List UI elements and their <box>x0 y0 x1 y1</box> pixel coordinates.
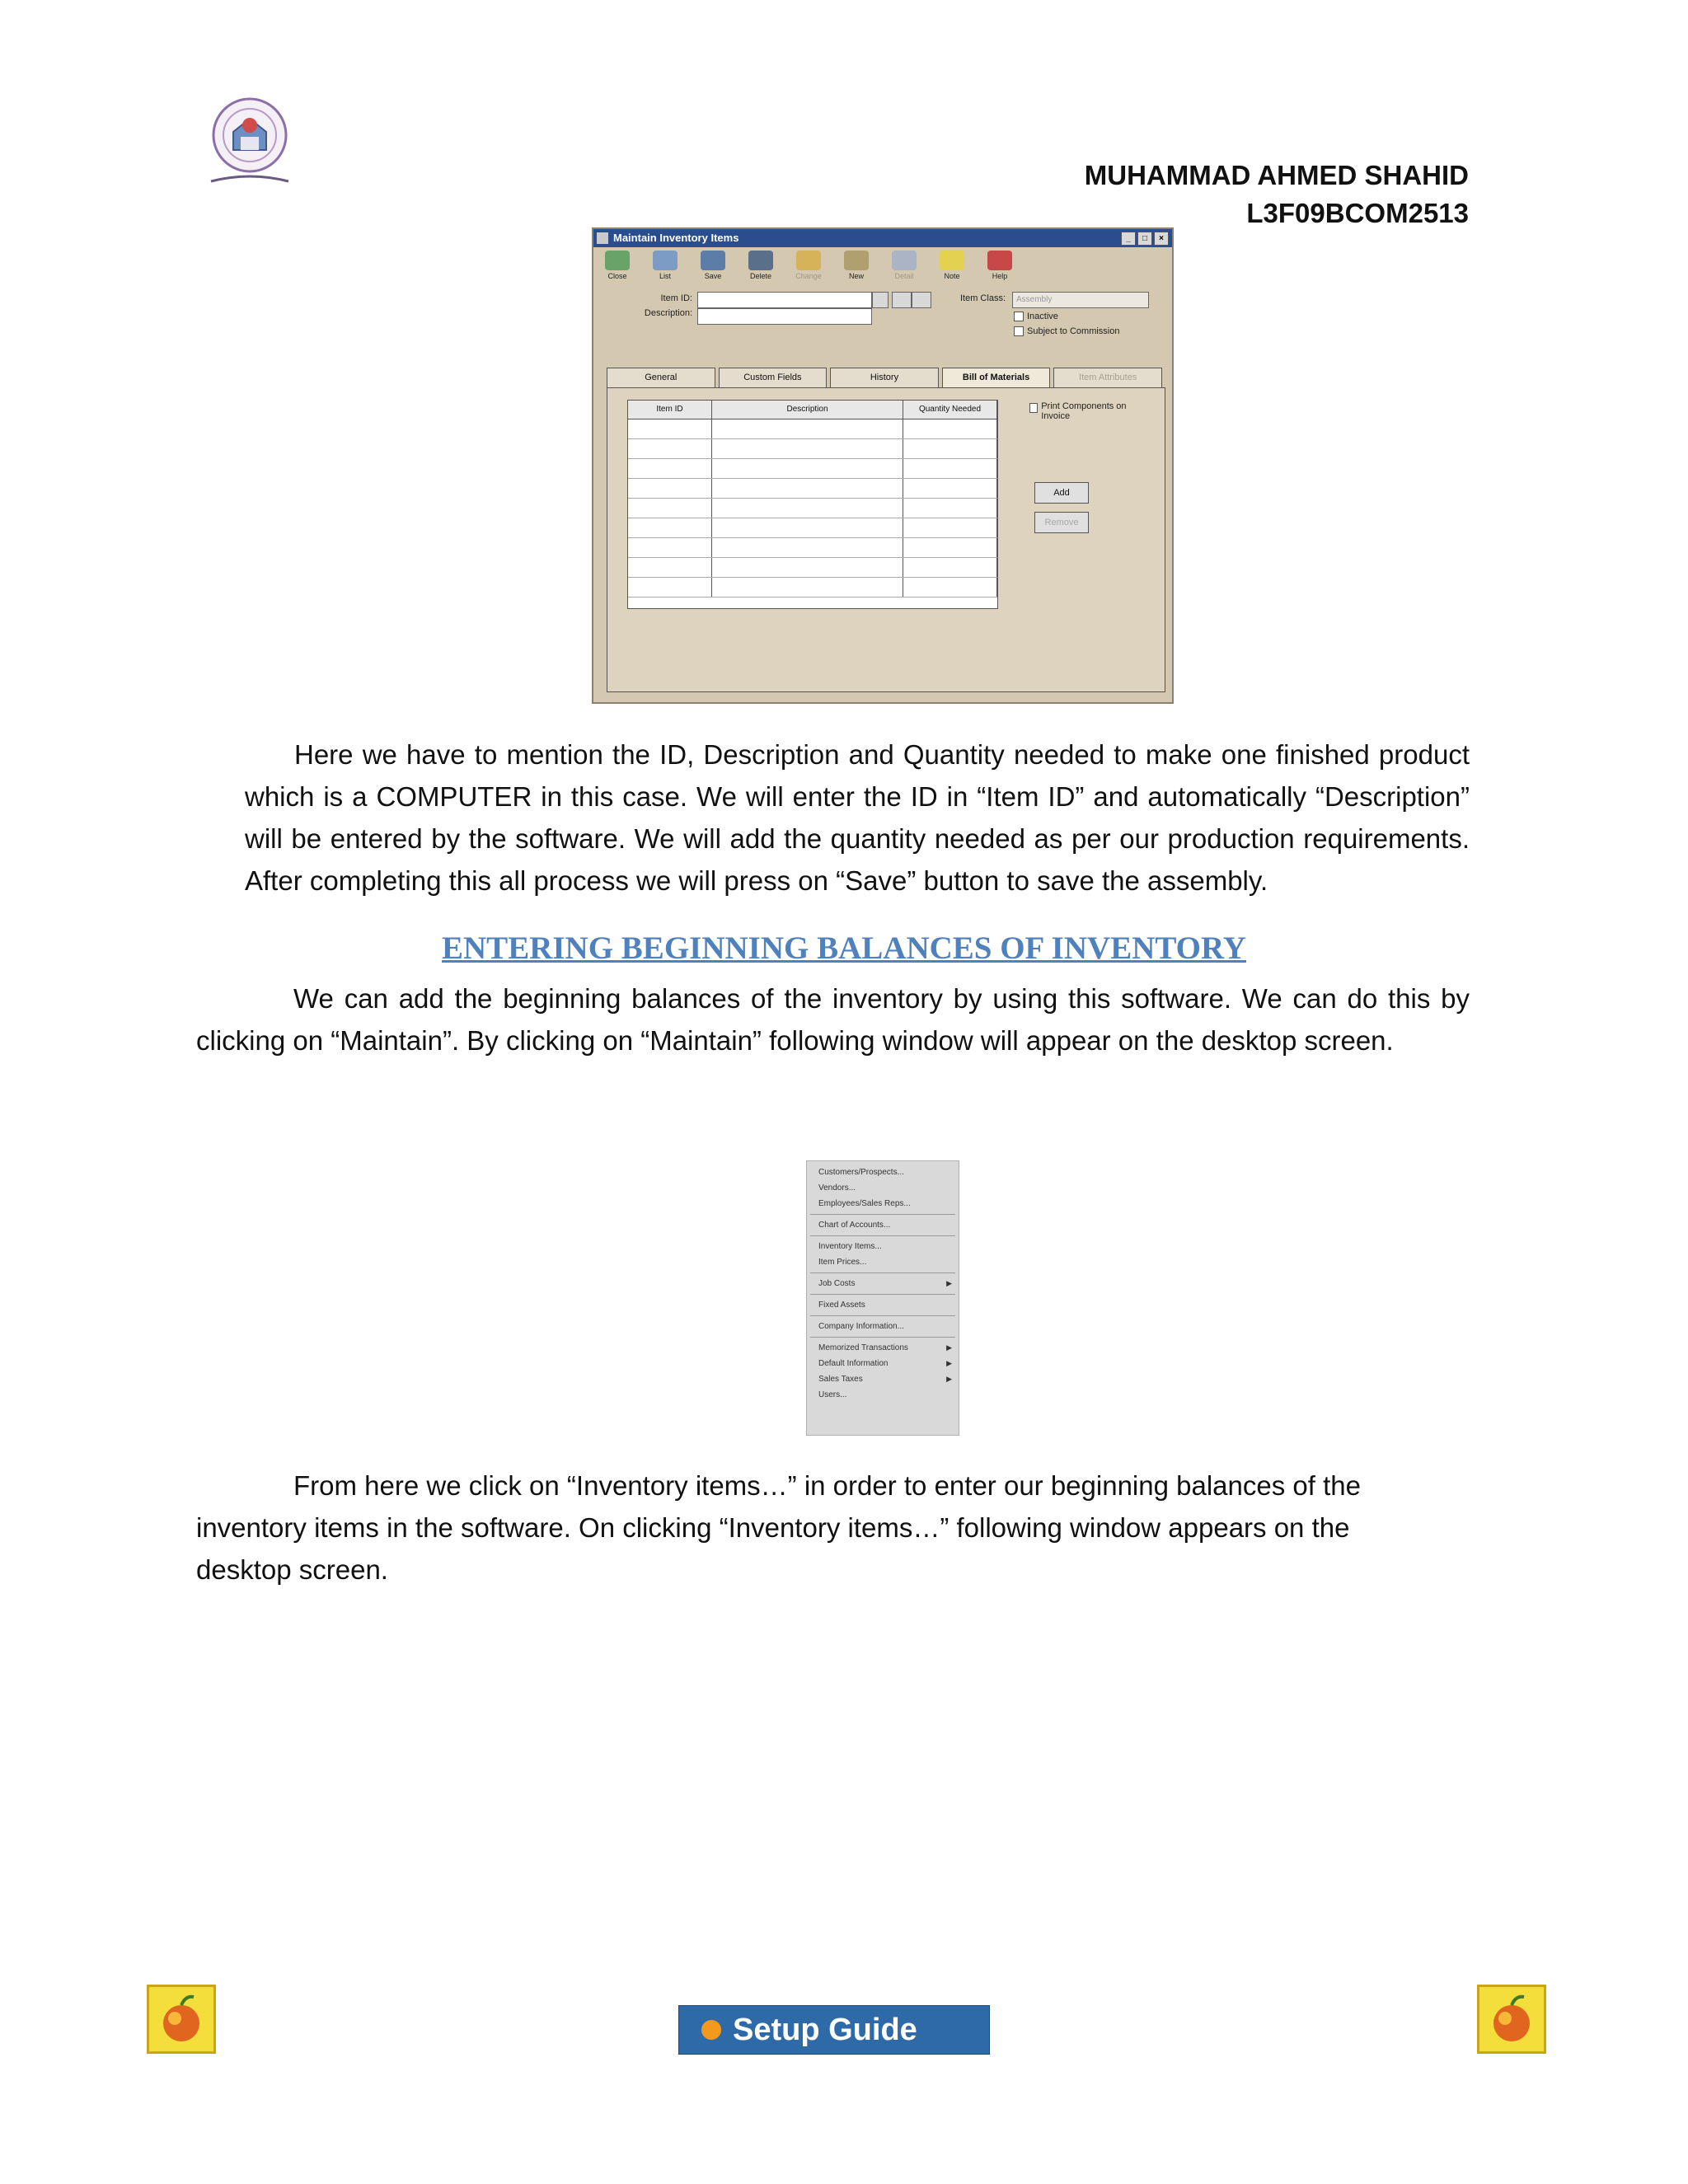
footer-fruit-icon-left <box>147 1985 216 2054</box>
menu-separator <box>810 1272 955 1273</box>
change-key-icon <box>796 251 821 270</box>
submenu-arrow-icon: ▶ <box>946 1375 952 1383</box>
item-class-label: Item Class: <box>959 293 1006 303</box>
menu-item: Job Costs ▶ <box>807 1276 959 1291</box>
window-title-bar <box>593 229 1172 247</box>
submenu-arrow-icon: ▶ <box>946 1359 952 1367</box>
bill-of-materials-panel <box>607 387 1165 692</box>
grid-header-item-id: Item ID <box>628 401 712 419</box>
item-id-field <box>697 292 872 308</box>
maximize-icon: □ <box>1137 232 1152 246</box>
submenu-arrow-icon: ▶ <box>946 1279 952 1287</box>
menu-item: Sales Taxes ▶ <box>807 1371 959 1387</box>
menu-separator <box>810 1294 955 1295</box>
toolbar-change: Change <box>790 251 828 285</box>
window-toolbar <box>598 251 1167 285</box>
menu-item: Default Information ▶ <box>807 1356 959 1371</box>
tab-general: General <box>607 368 715 387</box>
author-name: MUHAMMAD AHMED SHAHID <box>1084 160 1469 190</box>
print-components-checkbox: Print Components on Invoice <box>1029 401 1137 421</box>
menu-item: Memorized Transactions ▶ <box>807 1340 959 1356</box>
item-class-select: Assembly <box>1012 292 1149 308</box>
window-app-icon <box>597 232 608 244</box>
toolbar-list: List <box>646 251 684 285</box>
inventory-items-paragraph: From here we click on “Inventory items…” in order to enter our beginning balances of the inventory items in the software. On clicking “Inventory items…” following window appears on the desktop screen. <box>196 1470 1361 1585</box>
menu-item: Inventory Items... <box>818 1242 882 1251</box>
close-icon: × <box>1154 232 1169 246</box>
window-title: Maintain Inventory Items <box>613 232 739 244</box>
toolbar-save: Save <box>694 251 732 285</box>
minimize-icon: _ <box>1121 232 1136 246</box>
grid-row <box>628 479 997 499</box>
menu-item: Customers/Prospects... <box>818 1168 904 1177</box>
menu-item: Fixed Assets <box>818 1301 865 1310</box>
lookup-icon <box>872 292 889 308</box>
window-tabs <box>607 368 1165 387</box>
menu-separator <box>810 1235 955 1236</box>
menu-item: Item Prices... <box>818 1258 867 1267</box>
menu-separator <box>810 1337 955 1338</box>
save-icon <box>701 251 725 270</box>
grid-row <box>628 538 997 558</box>
setup-guide-label: Setup Guide <box>733 2012 917 2047</box>
remove-button: Remove <box>1034 512 1089 533</box>
add-button: Add <box>1034 482 1089 504</box>
help-icon <box>987 251 1012 270</box>
note-icon <box>940 251 964 270</box>
inactive-checkbox: Inactive <box>1014 312 1058 321</box>
toolbar-delete: Delete <box>742 251 780 285</box>
menu-item: Employees/Sales Reps... <box>818 1199 911 1208</box>
setup-guide-banner <box>678 2005 990 2055</box>
detail-icon <box>892 251 917 270</box>
grid-row <box>628 499 997 518</box>
grid-row <box>628 419 997 439</box>
commission-checkbox: Subject to Commission <box>1014 326 1120 336</box>
tab-bill-of-materials: Bill of Materials <box>942 368 1051 387</box>
grid-row <box>628 518 997 538</box>
toolbar-help: Help <box>981 251 1019 285</box>
grid-row <box>628 558 997 578</box>
author-block <box>1085 157 1469 232</box>
toolbar-close: Close <box>598 251 636 285</box>
grid-row <box>628 459 997 479</box>
toolbar-new: New <box>837 251 875 285</box>
previous-arrow-icon <box>892 292 912 308</box>
window-controls <box>1121 232 1169 246</box>
menu-separator <box>810 1315 955 1316</box>
description-field <box>697 308 872 325</box>
footer-fruit-icon-right <box>1477 1985 1546 2054</box>
menu-item: Users... <box>818 1390 847 1399</box>
author-id: L3F09BCOM2513 <box>1246 198 1469 228</box>
grid-header <box>628 401 997 419</box>
section-heading: ENTERING BEGINNING BALANCES OF INVENTORY <box>442 930 1246 966</box>
close-door-icon <box>605 251 630 270</box>
list-icon <box>653 251 678 270</box>
toolbar-note: Note <box>933 251 971 285</box>
tab-item-attributes: Item Attributes <box>1053 368 1162 387</box>
assembly-paragraph: Here we have to mention the ID, Description and Quantity needed to make one finished product which is a COMPUTER in this case. We will enter the ID in “Item ID” and automatically “Description” will be entered by the software. We will add the quantity needed as per our production requirements. After completing this all process we will press on “Save” button to save the assembly. <box>245 739 1470 896</box>
next-arrow-icon <box>912 292 931 308</box>
grid-row <box>628 439 997 459</box>
menu-item: Company Information... <box>818 1322 904 1331</box>
grid-header-description: Description <box>712 401 903 419</box>
faculty-logo-seal <box>196 92 303 190</box>
new-icon <box>844 251 869 270</box>
delete-icon <box>748 251 773 270</box>
grid-header-quantity: Quantity Needed <box>903 401 997 419</box>
menu-item: Vendors... <box>818 1183 856 1193</box>
grid-row <box>628 578 997 598</box>
components-grid <box>627 400 998 609</box>
orange-bullet-icon <box>701 2020 721 2040</box>
maintain-inventory-window-screenshot <box>592 227 1174 704</box>
toolbar-detail: Detail <box>885 251 923 285</box>
maintain-paragraph: We can add the beginning balances of the inventory by using this software. We can do this by clicking on “Maintain”. By clicking on “Maintain” following window will appear on the desktop screen. <box>196 983 1470 1056</box>
submenu-arrow-icon: ▶ <box>946 1343 952 1352</box>
item-id-label: Item ID: <box>660 293 692 303</box>
menu-item: Chart of Accounts... <box>818 1221 891 1230</box>
menu-separator <box>810 1214 955 1215</box>
maintain-menu-screenshot <box>806 1160 959 1436</box>
tab-history: History <box>830 368 939 387</box>
description-label: Description: <box>644 308 692 318</box>
tab-custom-fields: Custom Fields <box>719 368 828 387</box>
